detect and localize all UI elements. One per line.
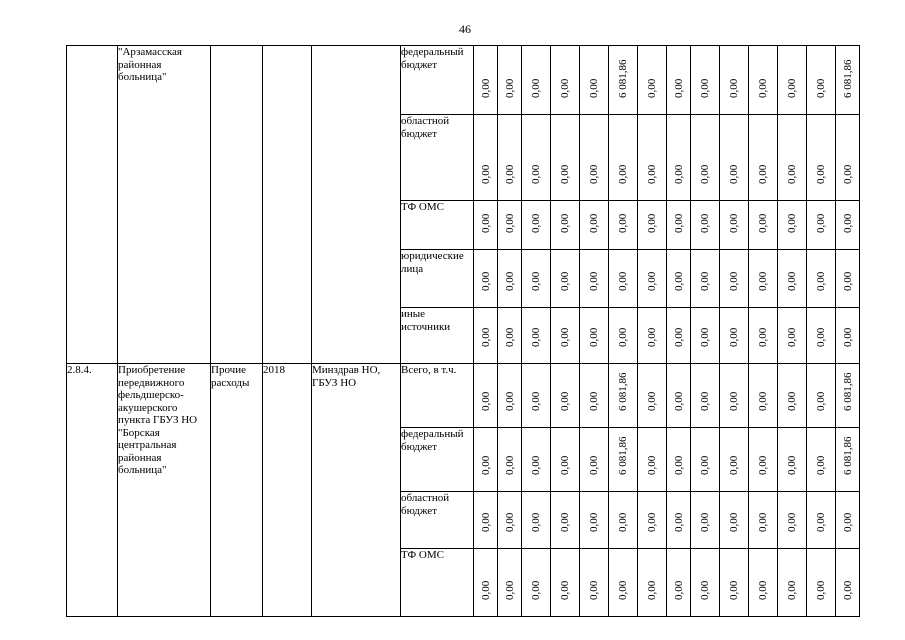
value-cell	[609, 549, 638, 617]
value-cell	[807, 250, 836, 308]
value-cell	[807, 115, 836, 201]
value-text: 6 081,86	[841, 59, 854, 98]
value-cell	[609, 250, 638, 308]
value-text: 0,00	[479, 391, 492, 411]
value-cell	[691, 364, 720, 428]
value-cell	[580, 201, 609, 250]
value-cell	[749, 250, 778, 308]
value-cell	[667, 549, 691, 617]
value-text: 0,00	[646, 455, 658, 475]
value-cell	[638, 46, 667, 115]
value-text: 0,00	[699, 327, 711, 347]
value-cell	[749, 115, 778, 201]
value-cell	[474, 46, 498, 115]
value-cell	[778, 250, 807, 308]
value-text: 0,00	[503, 455, 516, 475]
value-text: 0,00	[646, 213, 658, 233]
funding-source-cell: ТФ ОМС	[401, 549, 474, 617]
value-text: 0,00	[786, 512, 798, 532]
value-cell	[580, 308, 609, 364]
value-cell	[720, 115, 749, 201]
value-cell	[551, 308, 580, 364]
value-text: 0,00	[699, 512, 711, 532]
value-cell	[474, 115, 498, 201]
value-cell	[778, 428, 807, 492]
value-cell	[474, 428, 498, 492]
value-cell	[474, 308, 498, 364]
value-text: 0,00	[841, 271, 854, 291]
value-cell	[498, 549, 522, 617]
value-text: 0,00	[530, 78, 542, 98]
value-cell	[691, 250, 720, 308]
funding-source-cell: юридические лица	[401, 250, 474, 308]
value-cell	[580, 364, 609, 428]
value-text: 0,00	[672, 164, 685, 184]
value-cell	[551, 428, 580, 492]
value-text: 0,00	[757, 391, 769, 411]
value-text: 0,00	[479, 512, 492, 532]
value-text: 0,00	[786, 580, 798, 600]
funding-source-cell: областной бюджет	[401, 115, 474, 201]
value-text: 6 081,86	[617, 436, 629, 475]
funding-source-cell: областной бюджет	[401, 492, 474, 549]
value-text: 0,00	[757, 213, 769, 233]
value-cell	[474, 549, 498, 617]
value-text: 0,00	[503, 512, 516, 532]
value-cell	[551, 492, 580, 549]
value-cell	[580, 250, 609, 308]
value-text: 0,00	[672, 271, 685, 291]
value-cell	[720, 46, 749, 115]
value-cell	[778, 364, 807, 428]
value-cell	[609, 115, 638, 201]
value-cell	[522, 492, 551, 549]
value-text: 0,00	[699, 213, 711, 233]
value-cell	[720, 201, 749, 250]
budget-table	[66, 45, 860, 617]
value-cell	[749, 492, 778, 549]
value-text: 0,00	[699, 164, 711, 184]
value-text: 0,00	[699, 391, 711, 411]
value-text: 0,00	[479, 164, 492, 184]
value-text: 0,00	[786, 455, 798, 475]
value-cell	[807, 492, 836, 549]
value-text: 0,00	[757, 512, 769, 532]
value-text: 0,00	[728, 455, 740, 475]
value-text: 0,00	[815, 580, 827, 600]
value-text: 6 081,86	[841, 436, 854, 475]
value-text: 0,00	[786, 271, 798, 291]
value-cell	[522, 364, 551, 428]
value-cell	[609, 201, 638, 250]
value-cell	[609, 46, 638, 115]
value-cell	[720, 250, 749, 308]
value-text: 0,00	[699, 580, 711, 600]
value-text: 0,00	[815, 164, 827, 184]
executor-cell	[312, 46, 401, 364]
value-text: 0,00	[503, 164, 516, 184]
value-cell	[691, 492, 720, 549]
value-text: 0,00	[617, 271, 629, 291]
table-row	[67, 364, 860, 428]
value-text: 0,00	[728, 164, 740, 184]
value-text: 0,00	[530, 455, 542, 475]
value-cell	[522, 46, 551, 115]
value-text: 0,00	[646, 164, 658, 184]
value-text: 0,00	[559, 512, 571, 532]
value-cell	[474, 364, 498, 428]
value-cell	[807, 364, 836, 428]
value-cell	[836, 364, 860, 428]
item-name-cell: Приобретение передвижного фельдшерско-акушерского пункта ГБУЗ НО "Борская центральная районная больница"	[118, 364, 211, 617]
value-cell	[807, 46, 836, 115]
expense-type-cell: Прочие расходы	[211, 364, 263, 617]
value-cell	[836, 428, 860, 492]
value-cell	[778, 46, 807, 115]
value-text: 0,00	[841, 327, 854, 347]
value-cell	[667, 250, 691, 308]
value-text: 0,00	[530, 213, 542, 233]
value-cell	[522, 549, 551, 617]
value-cell	[498, 492, 522, 549]
value-text: 0,00	[728, 271, 740, 291]
value-text: 0,00	[815, 455, 827, 475]
value-text: 0,00	[841, 213, 854, 233]
value-text: 0,00	[559, 455, 571, 475]
value-text: 0,00	[588, 455, 600, 475]
value-text: 0,00	[588, 391, 600, 411]
value-text: 0,00	[815, 213, 827, 233]
value-cell	[691, 46, 720, 115]
value-text: 0,00	[617, 164, 629, 184]
value-text: 0,00	[815, 512, 827, 532]
item-number-cell: 2.8.4.	[67, 364, 118, 617]
funding-source-cell: иные источники	[401, 308, 474, 364]
item-number-cell	[67, 46, 118, 364]
value-cell	[474, 250, 498, 308]
value-text: 0,00	[588, 78, 600, 98]
value-text: 0,00	[479, 213, 492, 233]
value-cell	[691, 201, 720, 250]
value-text: 0,00	[815, 391, 827, 411]
value-text: 0,00	[786, 164, 798, 184]
value-cell	[638, 364, 667, 428]
value-cell	[720, 308, 749, 364]
value-cell	[580, 549, 609, 617]
value-text: 0,00	[479, 455, 492, 475]
item-name-cell: "Арзамасская районная больница"	[118, 46, 211, 364]
value-text: 0,00	[786, 391, 798, 411]
value-cell	[836, 250, 860, 308]
value-text: 0,00	[728, 391, 740, 411]
value-text: 0,00	[479, 580, 492, 600]
value-cell	[609, 428, 638, 492]
value-cell	[551, 46, 580, 115]
value-text: 0,00	[646, 271, 658, 291]
value-text: 0,00	[530, 327, 542, 347]
value-text: 0,00	[530, 271, 542, 291]
value-text: 0,00	[728, 78, 740, 98]
value-cell	[522, 250, 551, 308]
value-cell	[720, 428, 749, 492]
value-text: 0,00	[699, 78, 711, 98]
value-cell	[807, 549, 836, 617]
value-cell	[609, 364, 638, 428]
value-text: 0,00	[617, 327, 629, 347]
value-text: 0,00	[646, 512, 658, 532]
value-cell	[551, 115, 580, 201]
value-text: 0,00	[672, 391, 685, 411]
value-cell	[498, 46, 522, 115]
value-text: 0,00	[728, 512, 740, 532]
value-text: 0,00	[588, 327, 600, 347]
value-text: 0,00	[559, 271, 571, 291]
value-text: 0,00	[479, 327, 492, 347]
value-text: 0,00	[588, 213, 600, 233]
value-text: 0,00	[841, 580, 854, 600]
value-text: 0,00	[728, 327, 740, 347]
value-text: 0,00	[728, 213, 740, 233]
value-text: 0,00	[503, 271, 516, 291]
value-cell	[638, 492, 667, 549]
value-cell	[638, 201, 667, 250]
value-cell	[749, 364, 778, 428]
value-cell	[836, 115, 860, 201]
value-cell	[474, 492, 498, 549]
value-text: 0,00	[757, 78, 769, 98]
value-text: 0,00	[672, 213, 685, 233]
value-cell	[667, 46, 691, 115]
value-cell	[638, 250, 667, 308]
value-text: 0,00	[672, 455, 685, 475]
value-cell	[778, 201, 807, 250]
value-text: 0,00	[530, 391, 542, 411]
value-cell	[836, 201, 860, 250]
value-text: 0,00	[530, 164, 542, 184]
value-cell	[720, 549, 749, 617]
value-text: 0,00	[588, 580, 600, 600]
value-cell	[580, 46, 609, 115]
value-text: 6 081,86	[841, 372, 854, 411]
value-text: 0,00	[588, 164, 600, 184]
value-cell	[720, 492, 749, 549]
value-cell	[749, 308, 778, 364]
value-text: 0,00	[588, 512, 600, 532]
value-cell	[522, 201, 551, 250]
value-text: 0,00	[815, 271, 827, 291]
table-body	[67, 46, 860, 617]
value-text: 0,00	[672, 78, 685, 98]
value-cell	[667, 201, 691, 250]
value-cell	[609, 492, 638, 549]
value-cell	[836, 46, 860, 115]
value-cell	[807, 308, 836, 364]
value-text: 0,00	[672, 580, 685, 600]
value-cell	[836, 492, 860, 549]
value-text: 0,00	[617, 580, 629, 600]
value-cell	[551, 364, 580, 428]
value-cell	[807, 201, 836, 250]
value-text: 6 081,86	[617, 372, 629, 411]
value-cell	[749, 549, 778, 617]
value-text: 0,00	[646, 580, 658, 600]
value-cell	[498, 308, 522, 364]
value-cell	[667, 492, 691, 549]
value-cell	[807, 428, 836, 492]
value-cell	[498, 428, 522, 492]
funding-source-cell: федеральный бюджет	[401, 46, 474, 115]
value-text: 0,00	[617, 213, 629, 233]
value-cell	[580, 492, 609, 549]
value-text: 0,00	[479, 271, 492, 291]
value-cell	[667, 364, 691, 428]
value-text: 0,00	[559, 391, 571, 411]
value-text: 6 081,86	[617, 59, 629, 98]
value-cell	[778, 115, 807, 201]
value-text: 0,00	[841, 512, 854, 532]
value-cell	[691, 115, 720, 201]
value-text: 0,00	[757, 164, 769, 184]
value-cell	[749, 46, 778, 115]
value-cell	[720, 364, 749, 428]
value-text: 0,00	[646, 327, 658, 347]
funding-source-cell: ТФ ОМС	[401, 201, 474, 250]
value-cell	[580, 428, 609, 492]
value-cell	[638, 428, 667, 492]
value-text: 0,00	[728, 580, 740, 600]
funding-source-cell: федеральный бюджет	[401, 428, 474, 492]
value-text: 0,00	[757, 327, 769, 347]
value-cell	[522, 308, 551, 364]
value-text: 0,00	[757, 271, 769, 291]
value-cell	[498, 201, 522, 250]
value-text: 0,00	[530, 512, 542, 532]
value-text: 0,00	[559, 213, 571, 233]
value-cell	[691, 308, 720, 364]
value-cell	[638, 308, 667, 364]
value-text: 0,00	[699, 455, 711, 475]
value-cell	[522, 428, 551, 492]
value-cell	[474, 201, 498, 250]
executor-cell: Минздрав НО, ГБУЗ НО	[312, 364, 401, 617]
year-cell	[263, 46, 312, 364]
value-cell	[580, 115, 609, 201]
value-text: 0,00	[559, 580, 571, 600]
table-row	[67, 46, 860, 115]
value-text: 0,00	[530, 580, 542, 600]
expense-type-cell	[211, 46, 263, 364]
value-cell	[778, 492, 807, 549]
value-text: 0,00	[588, 271, 600, 291]
value-text: 0,00	[757, 580, 769, 600]
value-cell	[551, 201, 580, 250]
value-text: 0,00	[841, 164, 854, 184]
value-text: 0,00	[503, 580, 516, 600]
value-cell	[551, 250, 580, 308]
value-text: 0,00	[646, 78, 658, 98]
value-cell	[667, 115, 691, 201]
value-text: 0,00	[672, 512, 685, 532]
value-text: 0,00	[559, 164, 571, 184]
value-cell	[667, 308, 691, 364]
value-text: 0,00	[559, 78, 571, 98]
value-text: 0,00	[786, 327, 798, 347]
value-text: 0,00	[815, 78, 827, 98]
value-text: 0,00	[503, 78, 516, 98]
value-cell	[609, 308, 638, 364]
value-cell	[749, 201, 778, 250]
value-cell	[691, 428, 720, 492]
value-text: 0,00	[646, 391, 658, 411]
value-text: 0,00	[503, 213, 516, 233]
value-cell	[778, 308, 807, 364]
value-text: 0,00	[815, 327, 827, 347]
value-cell	[498, 364, 522, 428]
value-cell	[522, 115, 551, 201]
value-text: 0,00	[699, 271, 711, 291]
value-text: 0,00	[757, 455, 769, 475]
value-cell	[778, 549, 807, 617]
page-number: 46	[459, 22, 471, 36]
value-text: 0,00	[672, 327, 685, 347]
value-text: 0,00	[786, 78, 798, 98]
value-text: 0,00	[786, 213, 798, 233]
value-cell	[638, 115, 667, 201]
year-cell: 2018	[263, 364, 312, 617]
value-text: 0,00	[503, 327, 516, 347]
value-cell	[638, 549, 667, 617]
value-cell	[551, 549, 580, 617]
value-cell	[498, 115, 522, 201]
value-cell	[749, 428, 778, 492]
value-cell	[836, 549, 860, 617]
value-cell	[836, 308, 860, 364]
value-cell	[691, 549, 720, 617]
funding-source-cell: Всего, в т.ч.	[401, 364, 474, 428]
value-text: 0,00	[559, 327, 571, 347]
value-text: 0,00	[479, 78, 492, 98]
value-cell	[498, 250, 522, 308]
value-text: 0,00	[617, 512, 629, 532]
value-cell	[667, 428, 691, 492]
value-text: 0,00	[503, 391, 516, 411]
